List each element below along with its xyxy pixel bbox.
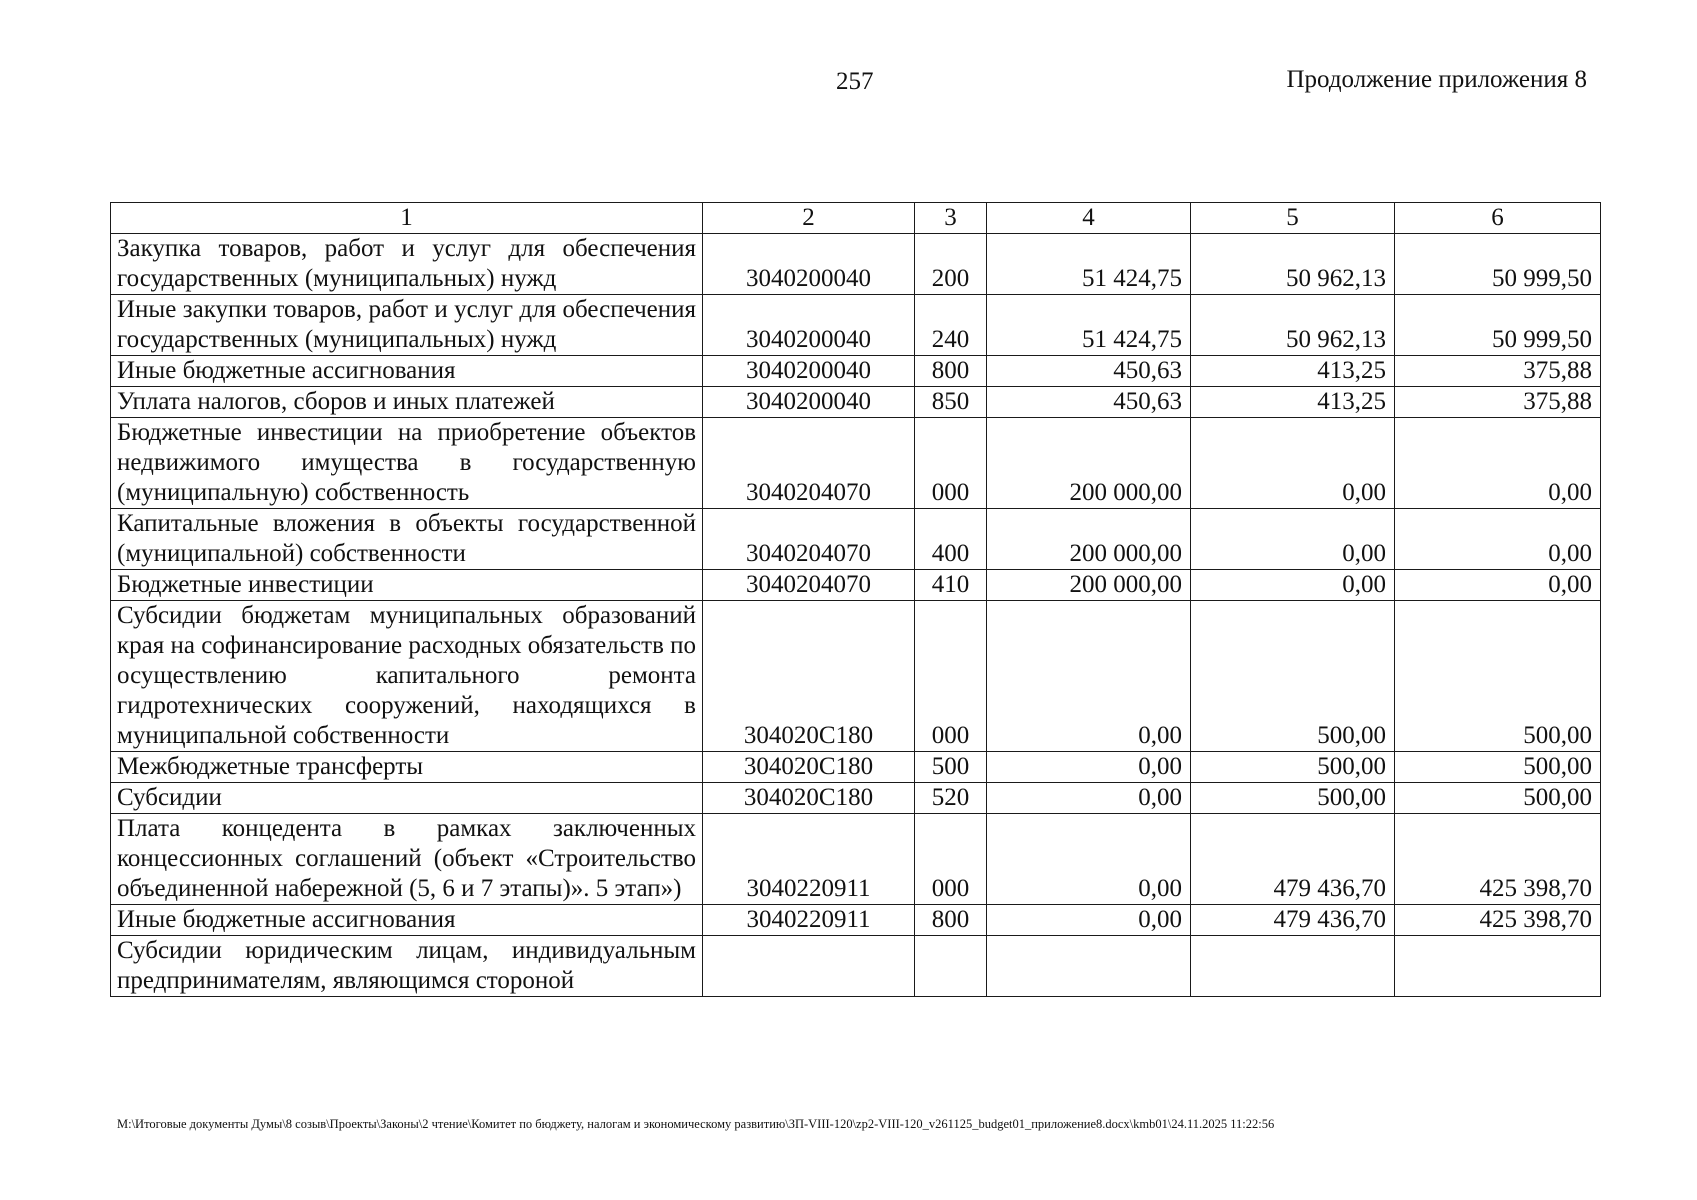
row-type: 000 [915,814,987,905]
row-name: Иные бюджетные ассигнования [111,905,703,936]
table-row [111,570,1601,601]
row-value-4: 0,00 [987,601,1191,752]
row-code [703,936,915,997]
column-number: 4 [987,203,1191,234]
row-value-4: 200 000,00 [987,418,1191,509]
row-value-6: 50 999,50 [1395,295,1601,356]
row-value-6: 375,88 [1395,356,1601,387]
row-name: Плата концедента в рамках заключенных концессионных соглашений (объект «Строительство объединенной набережной (5, 6 и 7 этапы)». 5 этап») [111,814,703,905]
row-code: 3040204070 [703,509,915,570]
column-number: 5 [1191,203,1395,234]
table-row [111,356,1601,387]
row-value-5: 500,00 [1191,783,1395,814]
row-name: Бюджетные инвестиции [111,570,703,601]
row-value-5: 0,00 [1191,418,1395,509]
row-name: Субсидии юридическим лицам, индивидуальным предпринимателям, являющимся стороной [111,936,703,997]
table-row [111,509,1601,570]
row-name: Субсидии бюджетам муниципальных образований края на софинансирование расходных обязательств по осуществлению капитального ремонта гидротехнических сооружений, находящихся в муниципальной собственности [111,601,703,752]
table-row [111,601,1601,752]
row-code: 304020С180 [703,601,915,752]
row-type [915,936,987,997]
row-code: 3040220911 [703,905,915,936]
row-value-6: 0,00 [1395,570,1601,601]
row-type: 500 [915,752,987,783]
page-number: 257 [836,68,874,95]
row-type: 410 [915,570,987,601]
row-type: 800 [915,356,987,387]
column-number: 1 [111,203,703,234]
row-value-5: 500,00 [1191,752,1395,783]
row-value-6: 500,00 [1395,783,1601,814]
row-code: 304020С180 [703,752,915,783]
row-value-4: 200 000,00 [987,570,1191,601]
row-value-5: 479 436,70 [1191,905,1395,936]
footer-file-path: M:\Итоговые документы Думы\8 созыв\Проекты\Законы\2 чтение\Комитет по бюджету, налогам и экономическому развитию\ЗП-VIII-120\zp2-VIII-120_v261125_budget01_приложение8.docx\kmb01\24.11.2025 11:22:56 [117,1117,1275,1131]
row-name: Иные бюджетные ассигнования [111,356,703,387]
budget-table [110,202,1601,997]
row-type: 520 [915,783,987,814]
table-row [111,295,1601,356]
table-row [111,387,1601,418]
row-value-6: 500,00 [1395,601,1601,752]
column-number: 3 [915,203,987,234]
column-number: 6 [1395,203,1601,234]
row-code: 304020С180 [703,783,915,814]
row-type: 400 [915,509,987,570]
row-value-4: 0,00 [987,783,1191,814]
table-row [111,905,1601,936]
table-row [111,418,1601,509]
row-name: Иные закупки товаров, работ и услуг для обеспечения государственных (муниципальных) нужд [111,295,703,356]
row-value-6: 375,88 [1395,387,1601,418]
row-value-5: 413,25 [1191,387,1395,418]
row-code: 3040200040 [703,356,915,387]
row-value-4 [987,936,1191,997]
row-value-6: 50 999,50 [1395,234,1601,295]
row-type: 000 [915,601,987,752]
row-value-6: 425 398,70 [1395,905,1601,936]
row-type: 240 [915,295,987,356]
row-code: 3040200040 [703,295,915,356]
table-row [111,783,1601,814]
row-value-5: 0,00 [1191,570,1395,601]
table-row [111,234,1601,295]
row-name: Субсидии [111,783,703,814]
row-value-5: 50 962,13 [1191,295,1395,356]
continuation-label: Продолжение приложения 8 [1286,66,1587,93]
row-value-4: 450,63 [987,356,1191,387]
row-value-4: 450,63 [987,387,1191,418]
row-code: 3040200040 [703,234,915,295]
row-value-4: 0,00 [987,814,1191,905]
table-row [111,814,1601,905]
row-value-5: 479 436,70 [1191,814,1395,905]
row-name: Бюджетные инвестиции на приобретение объектов недвижимого имущества в государственную (муниципальную) собственность [111,418,703,509]
row-value-5: 413,25 [1191,356,1395,387]
column-number-row [111,203,1601,234]
row-value-5 [1191,936,1395,997]
table-row [111,936,1601,997]
row-code: 3040204070 [703,418,915,509]
row-name: Закупка товаров, работ и услуг для обеспечения государственных (муниципальных) нужд [111,234,703,295]
row-code: 3040204070 [703,570,915,601]
row-value-6: 500,00 [1395,752,1601,783]
row-value-6: 0,00 [1395,418,1601,509]
row-value-5: 500,00 [1191,601,1395,752]
row-value-4: 51 424,75 [987,295,1191,356]
row-type: 000 [915,418,987,509]
row-type: 800 [915,905,987,936]
row-code: 3040220911 [703,814,915,905]
row-value-4: 51 424,75 [987,234,1191,295]
row-type: 850 [915,387,987,418]
row-code: 3040200040 [703,387,915,418]
row-value-6 [1395,936,1601,997]
row-type: 200 [915,234,987,295]
row-value-5: 0,00 [1191,509,1395,570]
row-value-5: 50 962,13 [1191,234,1395,295]
row-value-4: 0,00 [987,905,1191,936]
table-row [111,752,1601,783]
row-name: Уплата налогов, сборов и иных платежей [111,387,703,418]
row-name: Капитальные вложения в объекты государственной (муниципальной) собственности [111,509,703,570]
row-value-4: 0,00 [987,752,1191,783]
row-value-6: 0,00 [1395,509,1601,570]
row-value-4: 200 000,00 [987,509,1191,570]
row-name: Межбюджетные трансферты [111,752,703,783]
row-value-6: 425 398,70 [1395,814,1601,905]
column-number: 2 [703,203,915,234]
